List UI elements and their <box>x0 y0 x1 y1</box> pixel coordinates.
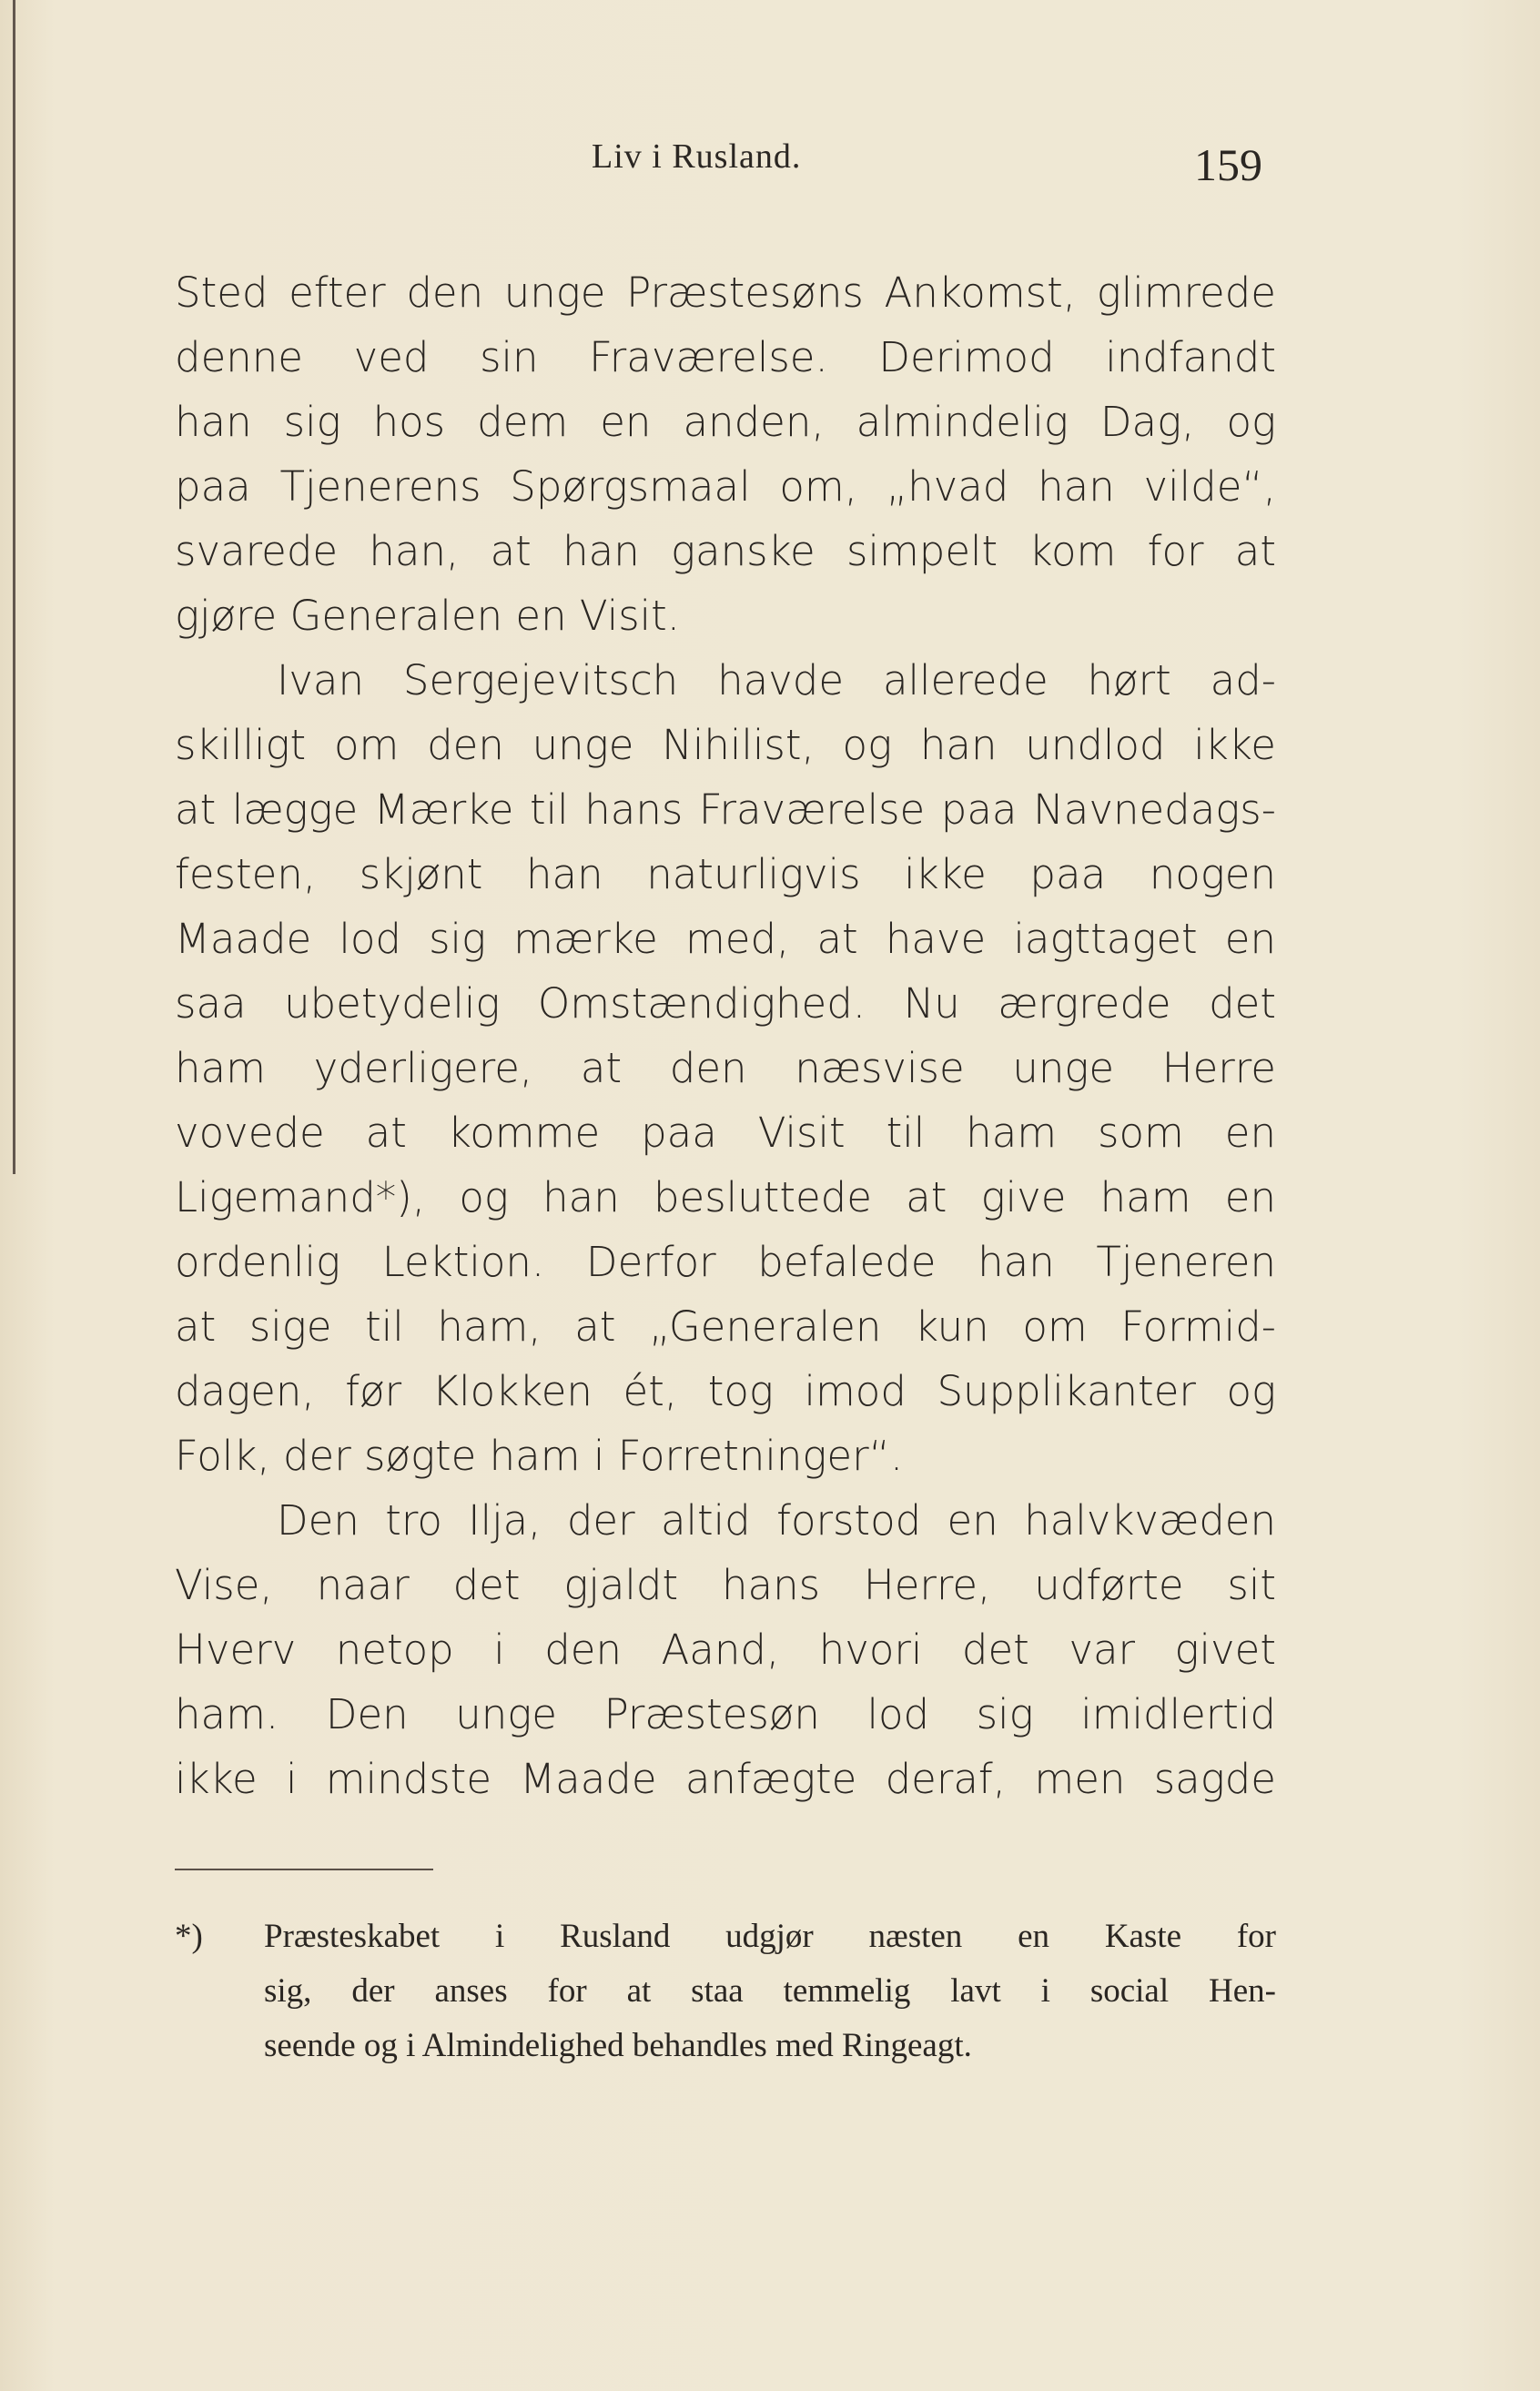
text-line: ham yderligere, at den næsvise unge Herre <box>175 1044 1276 1092</box>
text-line: Ligemand*), og han besluttede at give ham en <box>175 1173 1276 1221</box>
text-line: svarede han, at han ganske simpelt kom for at <box>175 527 1276 575</box>
text-line: denne ved sin Fraværelse. Derimod indfandt <box>175 333 1276 381</box>
page-number: 159 <box>1194 139 1262 190</box>
text-line: dagen, før Klokken ét, tog imod Supplikanter og <box>175 1367 1276 1415</box>
text-line: ordenlig Lektion. Derfor befalede han Tjeneren <box>175 1238 1276 1286</box>
binding-edge <box>13 0 15 1174</box>
footnote-line <box>175 1910 1276 1964</box>
body-text <box>175 260 1276 1811</box>
text-line: at lægge Mærke til hans Fraværelse paa Navnedags- <box>175 785 1276 834</box>
footnote-line: seende og i Almindelighed behandles med Ringeagt. <box>264 2027 972 2064</box>
text-line: saa ubetydelig Omstændighed. Nu ærgrede det <box>175 979 1276 1028</box>
text-line: Vise, naar det gjaldt hans Herre, udførte sit <box>175 1561 1276 1609</box>
text-line: festen, skjønt han naturligvis ikke paa nogen <box>175 850 1276 898</box>
text-line: vovede at komme paa Visit til ham som en <box>175 1109 1276 1157</box>
text-line: ham. Den unge Præstesøn lod sig imidlertid <box>175 1690 1276 1738</box>
text-line: Folk, der søgte ham i Forretninger“. <box>175 1432 904 1480</box>
footnote-line: sig, der anses for at staa temmelig lavt i social Hen- <box>264 1972 1276 2010</box>
text-line: ikke i mindste Maade anfægte deraf, men sagde <box>175 1755 1276 1803</box>
footnote <box>175 1910 1276 2073</box>
text-line: Hverv netop i den Aand, hvori det var givet <box>175 1626 1276 1674</box>
text-line: at sige til ham, at „Generalen kun om Formid- <box>175 1302 1276 1351</box>
text-line: Den tro Ilja, der altid forstod en halvkvæden <box>277 1496 1276 1545</box>
text-line: paa Tjenerens Spørgsmaal om, „hvad han vilde“, <box>175 462 1276 511</box>
footnote-text: Præsteskabet i Rusland udgjør næsten en Kaste for <box>264 1918 1276 1955</box>
text-line: han sig hos dem en anden, almindelig Dag, og <box>175 398 1276 446</box>
text-line: Maade lod sig mærke med, at have iagttaget en <box>175 915 1276 963</box>
text-line: gjøre Generalen en Visit. <box>175 592 681 640</box>
running-title: Liv i Rusland. <box>592 137 802 176</box>
text-line: Sted efter den unge Præstesøns Ankomst, glimrede <box>175 268 1276 317</box>
footnote-marker: *) <box>175 1918 203 1955</box>
footnote-divider <box>175 1869 433 1870</box>
text-line: skilligt om den unge Nihilist, og han undlod ikke <box>175 721 1276 769</box>
text-line: Ivan Sergejevitsch havde allerede hørt ad- <box>277 656 1276 704</box>
